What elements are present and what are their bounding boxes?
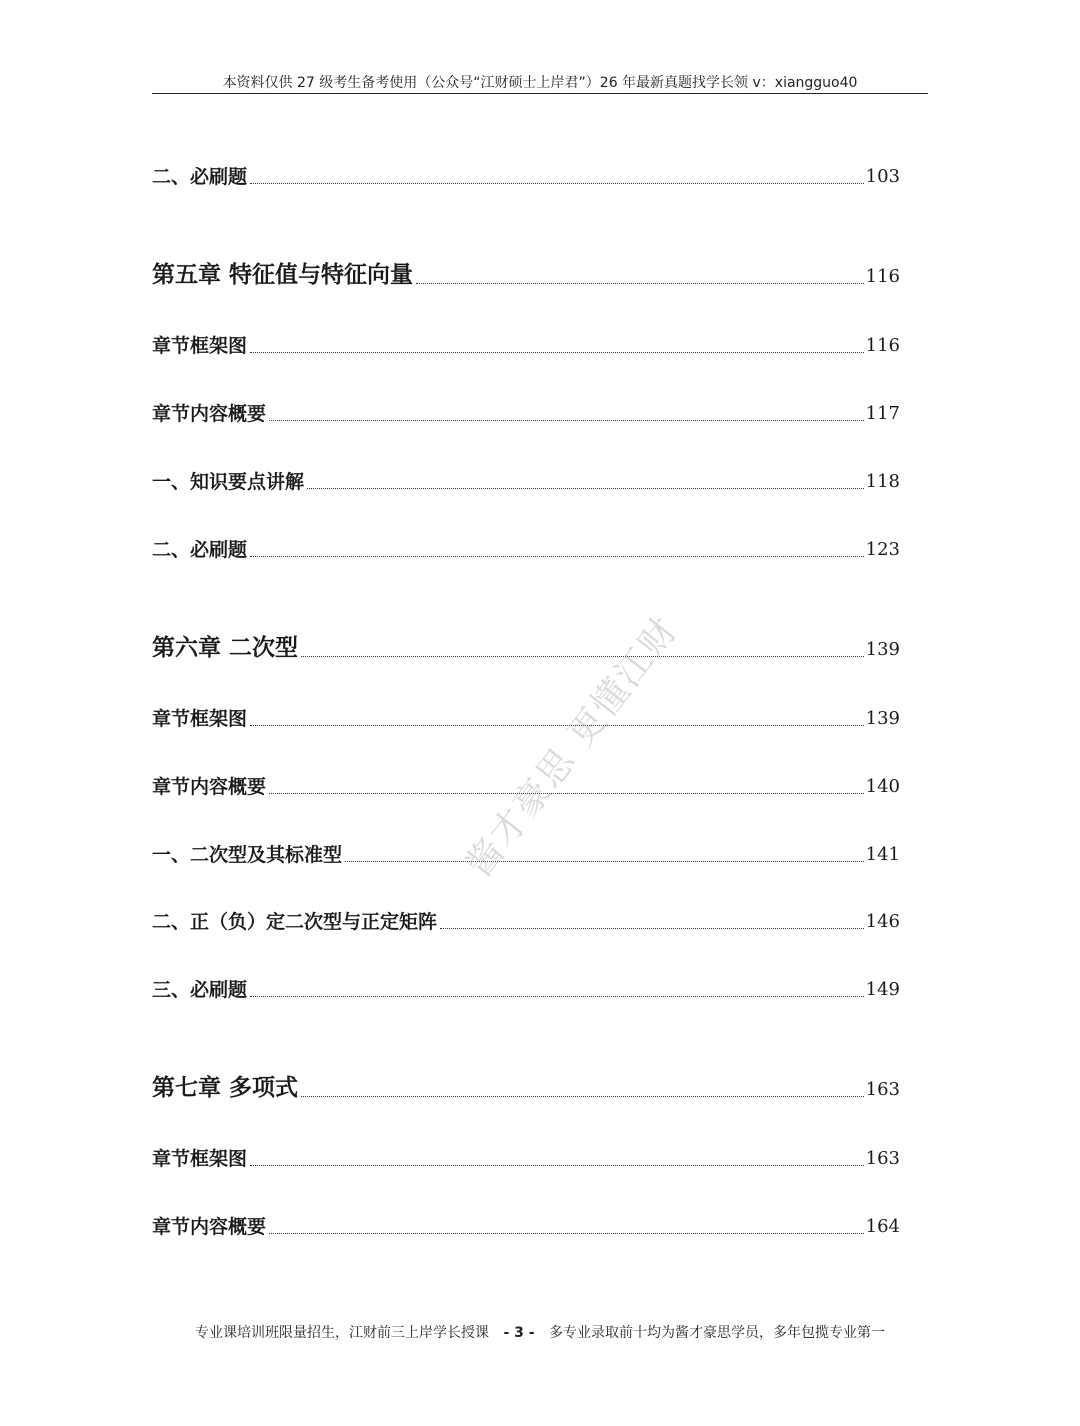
toc-dot-leader [250,352,864,353]
toc-dot-leader [301,656,864,657]
toc-section-entry[interactable] [152,903,900,935]
toc-dot-leader [250,183,864,184]
toc-section-entry[interactable] [152,158,900,190]
toc-section-entry[interactable] [152,700,900,732]
toc-section-entry[interactable] [152,531,900,563]
toc-dot-leader [269,793,864,794]
toc-entry-title: 章节内容概要 [152,1216,267,1238]
toc-section-entry[interactable] [152,971,900,1003]
toc-dot-leader [250,996,864,997]
toc-dot-leader [440,928,864,929]
toc-entry-page: 116 [865,266,900,287]
toc-entry-page: 118 [865,471,900,492]
toc-entry-title: 章节内容概要 [152,403,267,425]
toc-entry-page: 141 [865,844,900,865]
toc-dot-leader [307,488,864,489]
toc-entry-title: 章节框架图 [152,335,248,357]
toc-section-entry[interactable] [152,1140,900,1172]
toc-entry-title: 章节框架图 [152,1148,248,1170]
page-header: 本资料仅供 27 级考生备考使用（公众号“江财硕士上岸君”）26 年最新真题找学长领 v：xiangguo40 [222,75,858,91]
toc-entry-title: 第五章 特征值与特征向量 [152,262,414,288]
toc-dot-leader [269,420,864,421]
footer-right-text: 多专业录取前十均为酱才豪思学员，多年包揽专业第一 [549,1325,886,1341]
toc-chapter-entry[interactable] [152,1071,900,1103]
toc-entry-title: 一、知识要点讲解 [152,471,305,493]
watermark: 酱才豪思 更懂江财 [458,609,687,886]
header-rule [152,93,928,94]
toc-entry-page: 139 [865,639,900,660]
toc-entry-page: 139 [865,708,900,729]
toc-entry-title: 三、必刷题 [152,979,248,1001]
toc-section-entry[interactable] [152,1208,900,1240]
toc-section-entry[interactable] [152,395,900,427]
toc-entry-title: 二、必刷题 [152,166,248,188]
toc-entry-title: 二、正（负）定二次型与正定矩阵 [152,911,438,933]
toc-entry-page: 103 [865,166,900,187]
toc-entry-page: 146 [865,911,900,932]
toc-entry-page: 123 [865,539,900,560]
toc-dot-leader [250,1165,864,1166]
toc-entry-title: 二、必刷题 [152,539,248,561]
page-number: - 3 - [503,1325,535,1341]
toc-chapter-entry[interactable] [152,631,900,663]
toc-entry-title: 一、二次型及其标准型 [152,844,343,866]
toc-entry-page: 140 [865,776,900,797]
toc-dot-leader [250,556,864,557]
toc-entry-page: 164 [865,1216,900,1237]
toc-entry-title: 第六章 二次型 [152,635,299,661]
toc-entry-page: 117 [865,403,900,424]
toc-entry-title: 章节框架图 [152,708,248,730]
toc-section-entry[interactable] [152,327,900,359]
toc-dot-leader [345,861,864,862]
toc-entry-page: 163 [865,1079,900,1100]
toc-entry-page: 163 [865,1148,900,1169]
toc-dot-leader [269,1233,864,1234]
toc-dot-leader [416,283,864,284]
toc-entry-page: 116 [865,335,900,356]
toc-dot-leader [301,1096,864,1097]
toc-entry-title: 章节内容概要 [152,776,267,798]
footer-left-text: 专业课培训班限量招生，江财前三上岸学长授课 [194,1325,489,1341]
toc-chapter-entry[interactable] [152,258,900,290]
toc-section-entry[interactable] [152,463,900,495]
toc-entry-page: 149 [865,979,900,1000]
page-footer [152,1322,928,1342]
toc-entry-title: 第七章 多项式 [152,1075,299,1101]
